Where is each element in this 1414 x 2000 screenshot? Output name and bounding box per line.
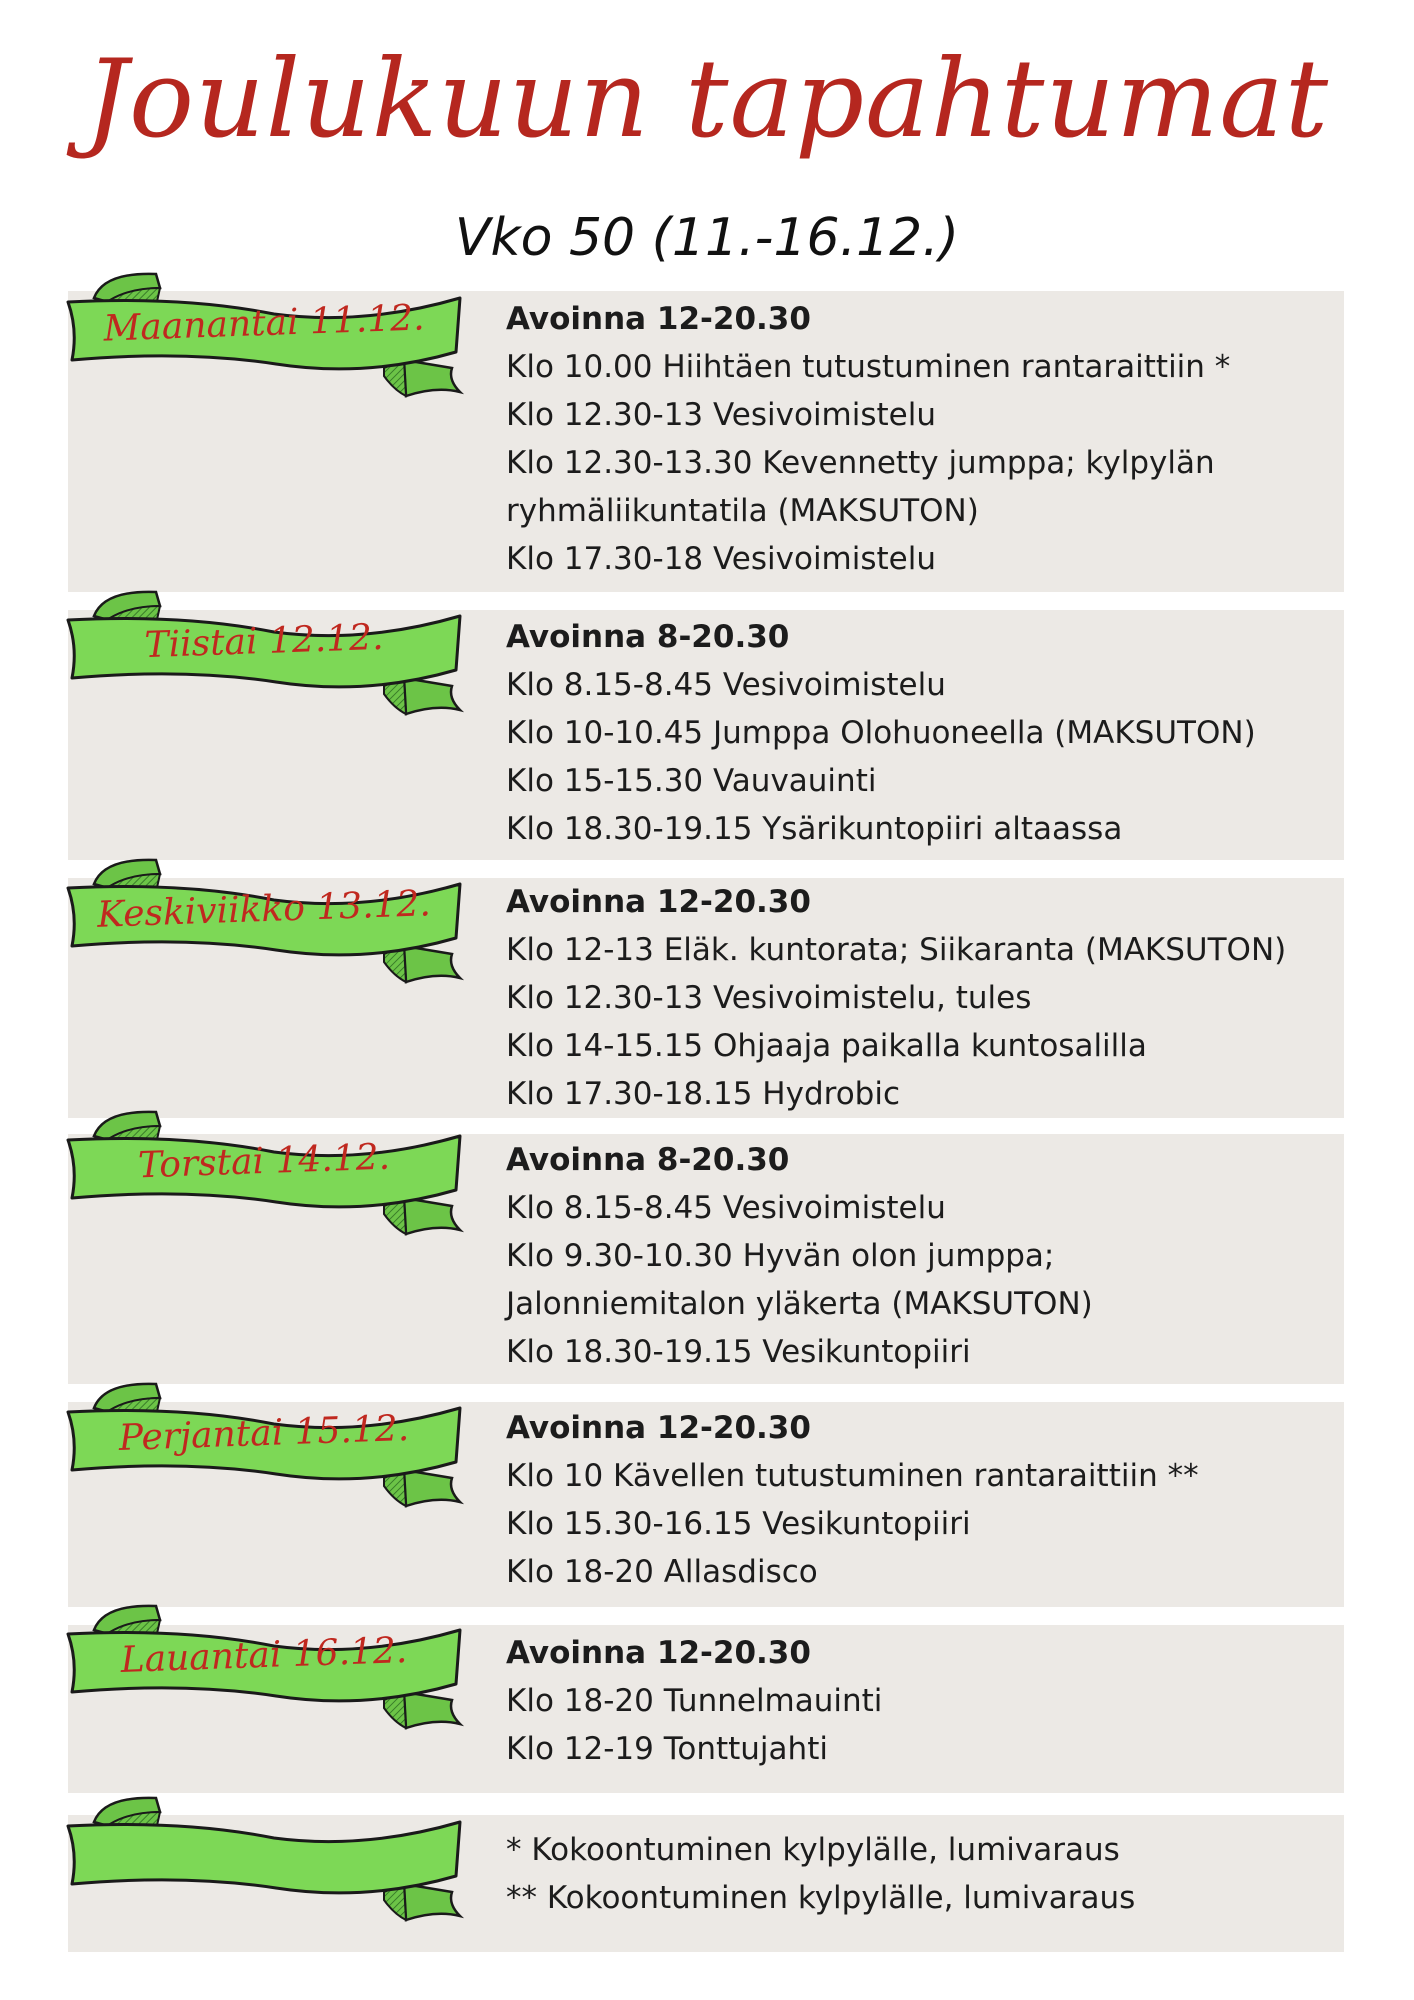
- event-item: Klo 10 Kävellen tutustuminen rantaraittiin **: [506, 1458, 1199, 1494]
- event-item: Klo 18.30-19.15 Ysärikuntopiiri altaassa: [506, 811, 1123, 847]
- day-label: Keskiviikko 13.12.: [96, 883, 432, 936]
- event-item: Klo 8.15-8.45 Vesivoimistelu: [506, 667, 946, 703]
- event-item: Klo 9.30-10.30 Hyvän olon jumppa;: [506, 1238, 1055, 1274]
- event-item: Klo 12.30-13.30 Kevennetty jumppa; kylpylän: [506, 445, 1215, 481]
- day-schedule-wednesday: [506, 878, 1286, 1118]
- event-item: Klo 15.30-16.15 Vesikuntopiiri: [506, 1506, 971, 1542]
- opening-hours: Avoinna 12-20.30: [506, 1410, 811, 1446]
- opening-hours: Avoinna 8-20.30: [506, 619, 790, 655]
- day-label: Maanantai 11.12.: [102, 297, 426, 350]
- footnote-ribbon: [64, 1792, 474, 1932]
- day-ribbon-saturday: [64, 1600, 474, 1740]
- event-item: Jalonniemitalon yläkerta (MAKSUTON): [506, 1286, 1093, 1322]
- opening-hours: Avoinna 12-20.30: [506, 884, 811, 920]
- event-item: Klo 12.30-13 Vesivoimistelu: [506, 397, 937, 433]
- ribbon-icon: [64, 1792, 474, 1932]
- day-schedule-thursday: [506, 1136, 1093, 1376]
- footnote-list: [506, 1826, 1135, 1922]
- event-item: Klo 12.30-13 Vesivoimistelu, tules: [506, 980, 1032, 1016]
- footnote-item: * Kokoontuminen kylpylälle, lumivaraus: [506, 1832, 1120, 1868]
- day-schedule-friday: [506, 1404, 1199, 1596]
- event-item: Klo 8.15-8.45 Vesivoimistelu: [506, 1190, 946, 1226]
- page-title: Joulukuun tapahtumat: [84, 37, 1330, 162]
- event-item: Klo 17.30-18.15 Hydrobic: [506, 1076, 900, 1112]
- day-ribbon-monday: [64, 268, 474, 408]
- week-subtitle: Vko 50 (11.-16.12.): [454, 208, 960, 268]
- day-schedule-tuesday: [506, 613, 1256, 853]
- day-label: Torstai 14.12.: [137, 1136, 391, 1187]
- day-ribbon-tuesday: [64, 586, 474, 726]
- opening-hours: Avoinna 8-20.30: [506, 1142, 790, 1178]
- day-label: Perjantai 15.12.: [118, 1407, 410, 1460]
- day-schedule-monday: [506, 295, 1230, 583]
- day-label: Tiistai 12.12.: [143, 616, 385, 667]
- event-item: Klo 18-20 Allasdisco: [506, 1554, 818, 1590]
- event-item: ryhmäliikuntatila (MAKSUTON): [506, 493, 979, 529]
- day-schedule-saturday: [506, 1629, 882, 1773]
- event-item: Klo 17.30-18 Vesivoimistelu: [506, 541, 937, 577]
- footnote-item: ** Kokoontuminen kylpylälle, lumivaraus: [506, 1880, 1136, 1916]
- opening-hours: Avoinna 12-20.30: [506, 1635, 811, 1671]
- day-label: Lauantai 16.12.: [120, 1630, 408, 1681]
- event-item: Klo 12-19 Tonttujahti: [506, 1731, 828, 1767]
- event-item: Klo 10.00 Hiihtäen tutustuminen rantaraittiin *: [506, 349, 1231, 385]
- event-item: Klo 12-13 Eläk. kuntorata; Siikaranta (MAKSUTON): [506, 932, 1287, 968]
- event-item: Klo 18-20 Tunnelmauinti: [506, 1683, 883, 1719]
- event-item: Klo 10-10.45 Jumppa Olohuoneella (MAKSUTON): [506, 715, 1256, 751]
- day-ribbon-thursday: [64, 1106, 474, 1246]
- day-ribbon-friday: [64, 1378, 474, 1518]
- event-item: Klo 14-15.15 Ohjaaja paikalla kuntosalilla: [506, 1028, 1147, 1064]
- event-item: Klo 15-15.30 Vauvauinti: [506, 763, 877, 799]
- day-ribbon-wednesday: [64, 854, 474, 994]
- event-item: Klo 18.30-19.15 Vesikuntopiiri: [506, 1334, 971, 1370]
- opening-hours: Avoinna 12-20.30: [506, 301, 811, 337]
